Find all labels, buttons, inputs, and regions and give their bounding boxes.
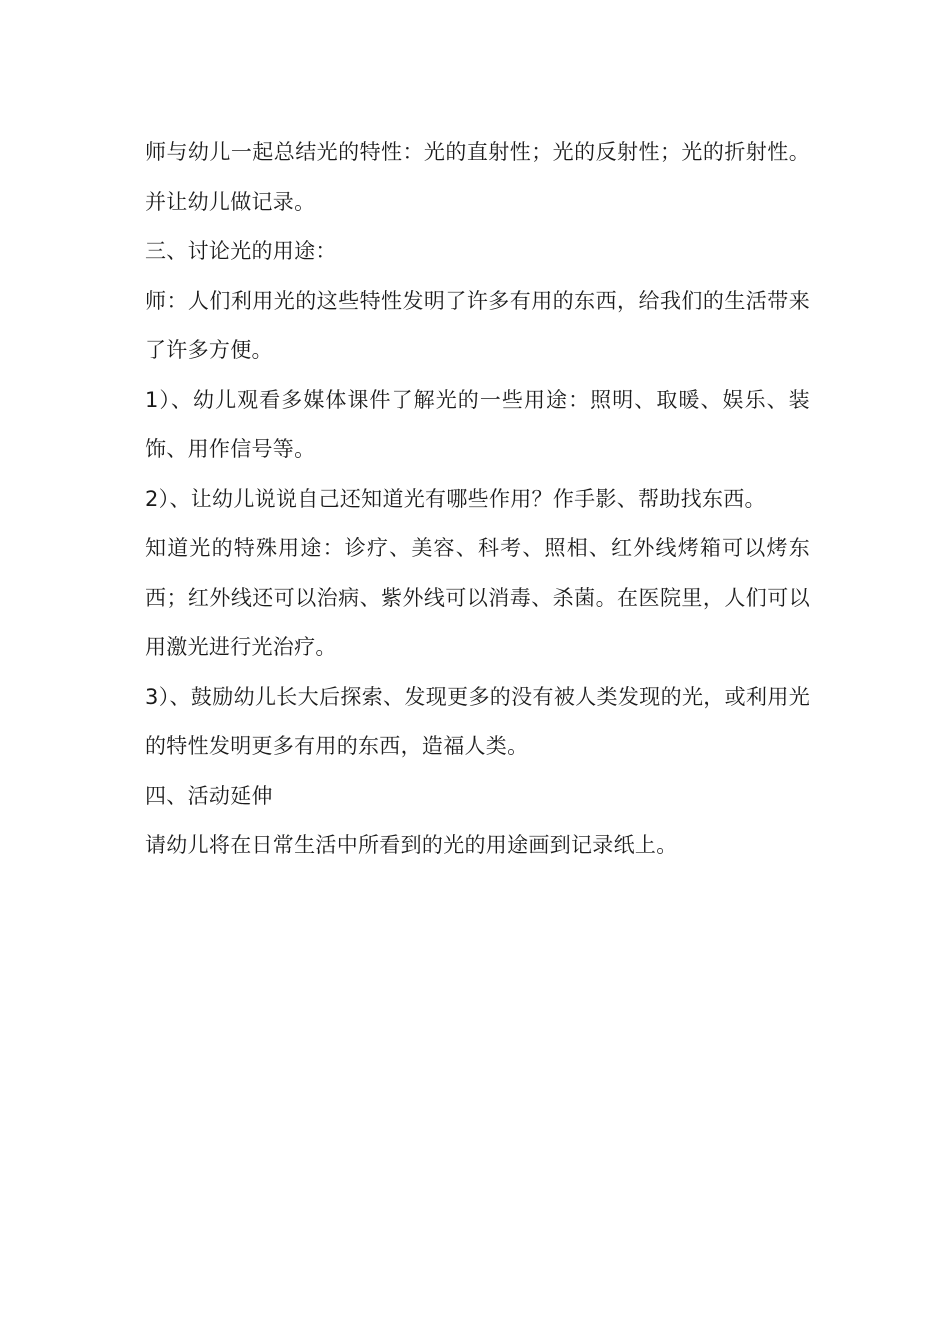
list-item-1: 1）、幼儿观看多媒体课件了解光的一些用途：照明、取暖、娱乐、装饰、用作信号等。 (145, 387, 810, 461)
paragraph-teacher-intro: 师：人们利用光的这些特性发明了许多有用的东西，给我们的生活带来了许多方便。 (145, 288, 810, 362)
paragraph-summary: 师与幼儿一起总结光的特性：光的直射性；光的反射性；光的折射性。并让幼儿做记录。 (145, 140, 810, 214)
paragraph-extension: 请幼儿将在日常生活中所看到的光的用途画到记录纸上。 (145, 833, 678, 857)
list-item-2: 2）、让幼儿说说自己还知道光有哪些作用？作手影、帮助找东西。 (145, 486, 766, 511)
list-item-3: 3）、鼓励幼儿长大后探索、发现更多的没有被人类发现的光，或利用光的特性发明更多有用的东西，造福人类。 (145, 684, 810, 758)
document-body (145, 128, 810, 871)
section-heading-extension: 四、活动延伸 (145, 783, 273, 808)
section-heading-uses: 三、讨论光的用途： (145, 239, 337, 263)
paragraph-special-uses: 知道光的特殊用途：诊疗、美容、科考、照相、红外线烤箱可以烤东西；红外线还可以治病、紫外线可以消毒、杀菌。在医院里，人们可以用激光进行光治疗。 (145, 536, 810, 659)
